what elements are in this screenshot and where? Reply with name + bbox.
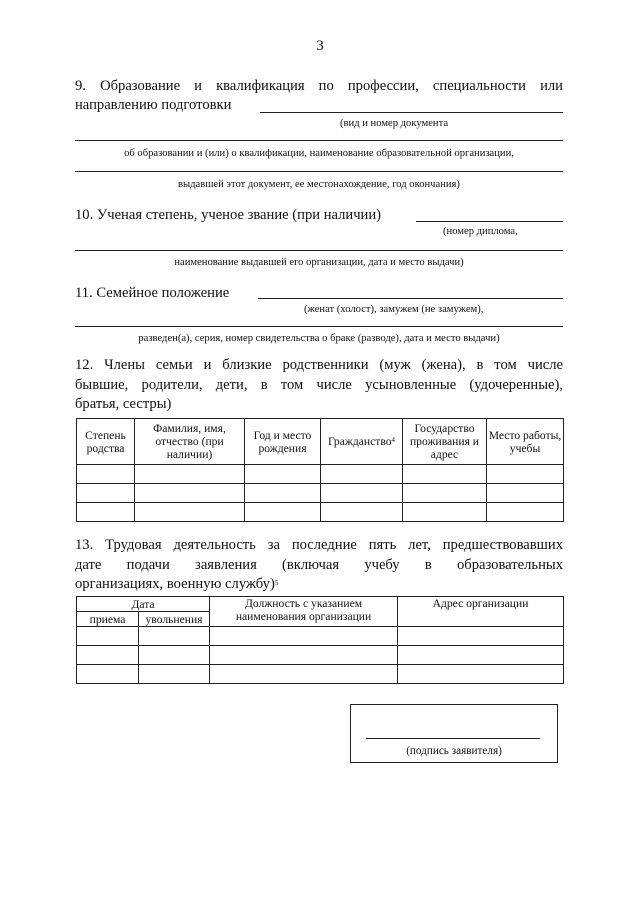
relatives-table <box>76 418 564 522</box>
item9-caption3: выдавшей этот документ, ее местонахождение, год окончания) <box>178 179 460 190</box>
item13-title-line2: дате подачи заявления (включая учебу в образовательных <box>75 557 563 573</box>
table-row[interactable] <box>77 627 564 646</box>
item9-title-line1: 9. Образование и квалификация по профессии, специальности или <box>75 78 563 94</box>
item10-field-line1[interactable] <box>416 221 563 222</box>
col-work: Место работы, учебы <box>487 419 564 465</box>
relatives-header-row <box>77 419 564 465</box>
table-row[interactable] <box>77 484 564 503</box>
col-citizenship: Гражданство$^4$ <box>321 419 403 465</box>
item11-caption2: разведен(а), серия, номер свидетельства о браке (разводе), дата и место выдачи) <box>138 333 500 344</box>
employment-table <box>76 596 564 684</box>
col-birth: Год и место рождения <box>245 419 321 465</box>
footnote-4: 4 <box>391 436 396 444</box>
col-position: Должность с указанием наименования организации <box>210 597 398 627</box>
item9-caption2: об образовании и (или) о квалификации, наименование образовательной организации, <box>124 148 514 159</box>
item10-caption1: (номер диплома, <box>443 226 518 237</box>
item9-caption1: (вид и номер документа <box>340 118 449 129</box>
signature-caption: (подпись заявителя) <box>406 745 502 757</box>
item11-field-line2[interactable] <box>75 326 563 327</box>
item11-caption1: (женат (холост), замужем (не замужем), <box>304 304 484 315</box>
col-residence: Государство проживания и адрес <box>403 419 487 465</box>
col-relation: Степень родства <box>77 419 135 465</box>
employment-header-row1 <box>77 597 564 612</box>
table-row[interactable] <box>77 465 564 484</box>
item12-title-line1: 12. Члены семьи и близкие родственники (муж (жена), в том числе <box>75 357 563 373</box>
col-date-dismissed: увольнения <box>139 612 210 627</box>
page-number: 3 <box>316 38 324 54</box>
col-date: Дата <box>77 597 210 612</box>
item12-title-line2: бывшие, родители, дети, в том числе усыновленные (удочеренные), <box>75 377 563 393</box>
item11-field-line1[interactable] <box>258 298 563 299</box>
col-date-hired: приема <box>77 612 139 627</box>
item9-field-line1[interactable] <box>260 112 563 113</box>
table-row[interactable] <box>77 665 564 684</box>
table-row[interactable] <box>77 503 564 522</box>
item9-field-line2[interactable] <box>75 140 563 141</box>
table-row[interactable] <box>77 646 564 665</box>
item10-title: 10. Ученая степень, ученое звание (при наличии) <box>75 207 382 223</box>
item10-caption2: наименование выдавшей его организации, дата и место выдачи) <box>174 257 464 268</box>
col-fullname: Фамилия, имя, отчество (при наличии) <box>135 419 245 465</box>
item13-title-line1: 13. Трудовая деятельность за последние пять лет, предшествовавших <box>75 537 563 553</box>
item9-title-line2: направлению подготовки <box>75 97 232 113</box>
item11-title: 11. Семейное положение <box>75 285 230 301</box>
item10-field-line2[interactable] <box>75 250 563 251</box>
col-address: Адрес организации <box>398 597 564 627</box>
item12-title-line3: братья, сестры) <box>75 396 172 412</box>
footnote-5: 5 <box>274 579 279 587</box>
signature-field[interactable] <box>366 738 540 739</box>
item9-field-line3[interactable] <box>75 171 563 172</box>
item13-title-line3: организациях, военную службу)$^5$ <box>75 576 279 592</box>
